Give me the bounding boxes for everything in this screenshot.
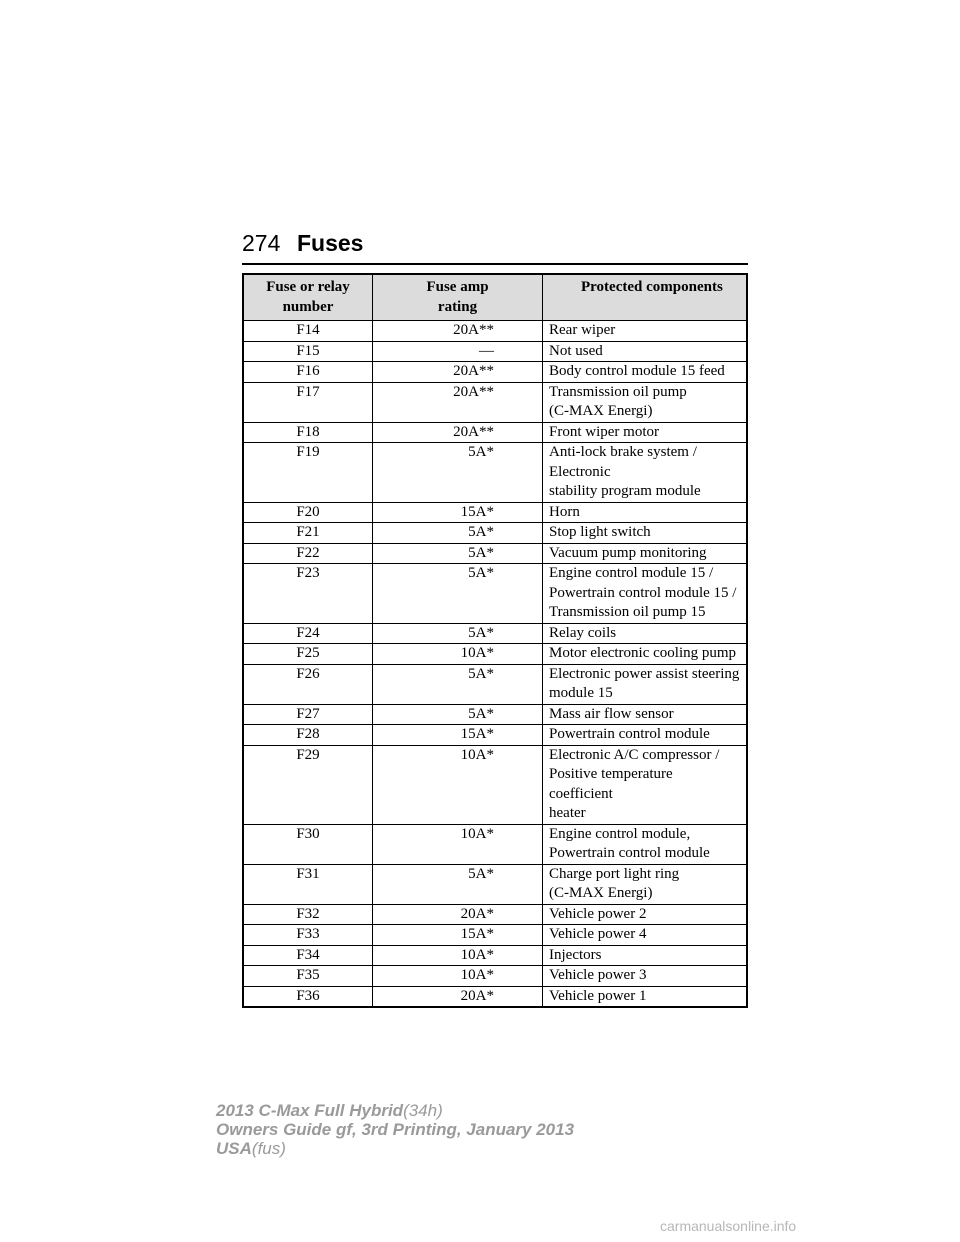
amp-rating-cell: 10A* xyxy=(373,745,543,824)
header-rule xyxy=(242,263,748,265)
protected-components-cell xyxy=(543,502,748,523)
fuse-number-cell: F31 xyxy=(243,864,373,904)
table-row xyxy=(243,986,747,1007)
footer-market: USA xyxy=(216,1139,252,1158)
component-line: Mass air flow sensor xyxy=(549,705,674,722)
amp-rating-cell: 5A* xyxy=(373,564,543,624)
component-line: Injectors xyxy=(549,946,602,963)
protected-components-cell xyxy=(543,725,748,746)
component-line: Front wiper motor xyxy=(549,423,659,440)
section-title: Fuses xyxy=(297,230,364,256)
amp-rating-cell: 10A* xyxy=(373,824,543,864)
component-line: Electronic A/C compressor / xyxy=(549,746,720,763)
table-row xyxy=(243,904,747,925)
table-row xyxy=(243,704,747,725)
amp-rating-cell: 5A* xyxy=(373,443,543,503)
protected-components-cell xyxy=(543,745,748,824)
column-header-fuse-number: Fuse or relay number xyxy=(243,274,373,321)
footer-line-3 xyxy=(216,1139,574,1158)
amp-rating-cell: 5A* xyxy=(373,704,543,725)
protected-components-cell xyxy=(543,382,748,422)
footer-model: 2013 C-Max Full Hybrid xyxy=(216,1101,404,1120)
protected-components-cell xyxy=(543,422,748,443)
table-row xyxy=(243,864,747,904)
table-row xyxy=(243,382,747,422)
protected-components-cell xyxy=(543,824,748,864)
amp-rating-cell: 15A* xyxy=(373,925,543,946)
protected-components-cell xyxy=(543,664,748,704)
protected-components-cell xyxy=(543,564,748,624)
amp-rating-cell: 5A* xyxy=(373,664,543,704)
component-line: Relay coils xyxy=(549,624,617,641)
fuse-number-cell: F18 xyxy=(243,422,373,443)
component-line: Vehicle power 4 xyxy=(549,926,647,942)
table-row xyxy=(243,925,747,946)
fuse-number-cell: F26 xyxy=(243,664,373,704)
component-line: Vehicle power 1 xyxy=(549,987,647,1004)
fuse-number-cell: F35 xyxy=(243,966,373,987)
component-line: (C-MAX Energi) xyxy=(549,885,653,901)
table-row xyxy=(243,422,747,443)
amp-rating-cell: 5A* xyxy=(373,523,543,544)
fuse-number-cell: F14 xyxy=(243,321,373,342)
component-line: Vehicle power 3 xyxy=(549,967,647,983)
fuse-number-cell: F33 xyxy=(243,925,373,946)
document-footer xyxy=(216,1101,574,1158)
component-line: Transmission oil pump xyxy=(549,383,687,400)
component-line: Positive temperature coefficient xyxy=(549,766,673,802)
watermark-text: carmanualsonline.info xyxy=(660,1218,797,1234)
component-line: Not used xyxy=(549,342,603,359)
fuse-number-cell: F20 xyxy=(243,502,373,523)
protected-components-cell xyxy=(543,443,748,503)
amp-rating-cell: 15A* xyxy=(373,502,543,523)
component-line: Motor electronic cooling pump xyxy=(549,645,737,661)
component-line: Horn xyxy=(549,503,580,520)
fuse-number-cell: F19 xyxy=(243,443,373,503)
table-row xyxy=(243,824,747,864)
protected-components-cell xyxy=(543,966,748,987)
table-row xyxy=(243,502,747,523)
protected-components-cell xyxy=(543,523,748,544)
table-row xyxy=(243,321,747,342)
component-line: Stop light switch xyxy=(549,524,651,540)
amp-rating-cell: 5A* xyxy=(373,543,543,564)
protected-components-cell xyxy=(543,321,748,342)
component-line: stability program module xyxy=(549,483,701,499)
component-line: Engine control module 15 / xyxy=(549,565,714,581)
footer-model-code: (34h) xyxy=(403,1101,443,1120)
component-line: Engine control module, xyxy=(549,825,691,842)
fuse-number-cell: F22 xyxy=(243,543,373,564)
amp-rating-cell: 10A* xyxy=(373,644,543,665)
footer-line-2: Owners Guide gf, 3rd Printing, January 2013 xyxy=(216,1120,575,1139)
fuse-number-cell: F28 xyxy=(243,725,373,746)
amp-rating-cell: 20A** xyxy=(373,382,543,422)
amp-rating-cell: 20A** xyxy=(373,321,543,342)
component-line: Electronic power assist steering xyxy=(549,665,740,682)
component-line: Body control module 15 feed xyxy=(549,363,725,379)
fuse-number-cell: F34 xyxy=(243,945,373,966)
table-row xyxy=(243,543,747,564)
protected-components-cell xyxy=(543,644,748,665)
protected-components-cell xyxy=(543,341,748,362)
component-line: Powertrain control module xyxy=(549,845,710,861)
component-line: Vacuum pump monitoring xyxy=(549,544,707,561)
component-line: module 15 xyxy=(549,685,613,701)
component-line: Transmission oil pump 15 xyxy=(549,604,706,620)
amp-rating-cell: 20A** xyxy=(373,362,543,383)
table-row xyxy=(243,523,747,544)
protected-components-cell xyxy=(543,925,748,946)
protected-components-cell xyxy=(543,704,748,725)
protected-components-cell xyxy=(543,362,748,383)
table-row xyxy=(243,966,747,987)
protected-components-cell xyxy=(543,904,748,925)
table-row xyxy=(243,623,747,644)
component-line: Powertrain control module xyxy=(549,726,710,742)
amp-rating-cell: 10A* xyxy=(373,966,543,987)
amp-rating-cell: 20A** xyxy=(373,422,543,443)
fuse-number-cell: F15 xyxy=(243,341,373,362)
table-row xyxy=(243,745,747,824)
fuse-number-cell: F25 xyxy=(243,644,373,665)
component-line: Vehicle power 2 xyxy=(549,905,647,922)
protected-components-cell xyxy=(543,543,748,564)
protected-components-cell xyxy=(543,623,748,644)
fuse-number-cell: F32 xyxy=(243,904,373,925)
table-row xyxy=(243,443,747,503)
component-line: Charge port light ring xyxy=(549,865,680,882)
fuse-number-cell: F30 xyxy=(243,824,373,864)
fuse-number-cell: F24 xyxy=(243,623,373,644)
footer-line-1 xyxy=(216,1101,574,1120)
column-header-amp-rating: Fuse amp rating xyxy=(373,274,543,321)
amp-rating-cell: — xyxy=(373,341,543,362)
amp-rating-cell: 20A* xyxy=(373,904,543,925)
amp-rating-cell: 20A* xyxy=(373,986,543,1007)
page-header xyxy=(242,229,748,269)
fuse-number-cell: F21 xyxy=(243,523,373,544)
amp-rating-cell: 10A* xyxy=(373,945,543,966)
component-line: heater xyxy=(549,805,586,821)
protected-components-cell xyxy=(543,986,748,1007)
table-body xyxy=(243,321,747,1008)
amp-rating-cell: 15A* xyxy=(373,725,543,746)
fuse-number-cell: F29 xyxy=(243,745,373,824)
table-row xyxy=(243,664,747,704)
fuse-table xyxy=(242,273,748,1008)
table-row xyxy=(243,362,747,383)
table-row xyxy=(243,945,747,966)
table-row xyxy=(243,564,747,624)
table-row xyxy=(243,341,747,362)
component-line: Rear wiper xyxy=(549,322,616,338)
component-line: (C-MAX Energi) xyxy=(549,403,653,419)
component-line: Anti-lock brake system / Electronic xyxy=(549,444,697,480)
fuse-number-cell: F17 xyxy=(243,382,373,422)
table-row xyxy=(243,644,747,665)
fuse-number-cell: F16 xyxy=(243,362,373,383)
protected-components-cell xyxy=(543,945,748,966)
footer-market-code: (fus) xyxy=(251,1139,286,1158)
component-line: Powertrain control module 15 / xyxy=(549,584,737,601)
protected-components-cell xyxy=(543,864,748,904)
amp-rating-cell: 5A* xyxy=(373,623,543,644)
fuse-number-cell: F36 xyxy=(243,986,373,1007)
table-header-row xyxy=(243,274,747,321)
table-row xyxy=(243,725,747,746)
fuse-number-cell: F23 xyxy=(243,564,373,624)
page-number: 274 xyxy=(242,230,281,256)
fuse-number-cell: F27 xyxy=(243,704,373,725)
column-header-protected-components: Protected components xyxy=(543,274,748,321)
amp-rating-cell: 5A* xyxy=(373,864,543,904)
